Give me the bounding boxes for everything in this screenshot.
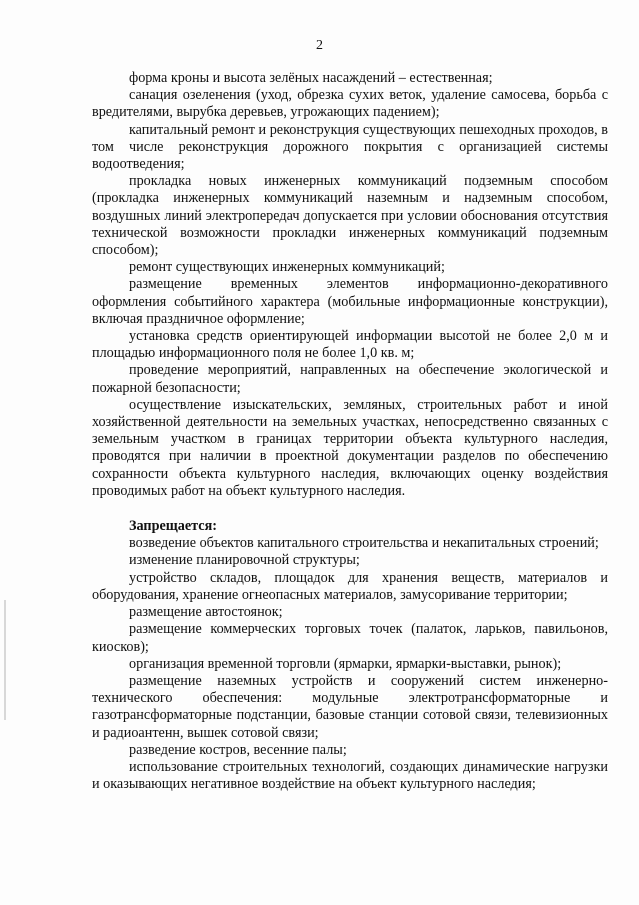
page-number: 2 xyxy=(316,38,323,53)
allowed-item: ремонт существующих инженерных коммуникаций; xyxy=(129,259,445,276)
allowed-item: форма кроны и высота зелёных насаждений – естественная; xyxy=(129,70,493,86)
allowed-item: капитальный ремонт и реконструкция существующих пешеходных проходов, в том числе реконструкция дорожного покрытия с организацией системы водоотведения; xyxy=(92,121,608,173)
prohibited-item: возведение объектов капитального строительства и некапитальных строений; xyxy=(129,535,599,552)
allowed-item: осуществление изыскательских, земляных, строительных работ и иной хозяйственной деятельности на земельных участках, непосредственно связанных с земельным участком в границах территории объекта культурного наследия, проводятся при наличии в проектной документации разделов по обеспечению сохранности объекта культурного наследия, включающих оценку воздействия проводимых работ на объект культурного наследия. xyxy=(92,396,608,499)
allowed-item: санация озеленения (уход, обрезка сухих веток, удаление самосева, борьба с вредителями, вырубка деревьев, угрожающих падением); xyxy=(92,87,608,121)
prohibited-item: размещение наземных устройств и сооружений систем инженерно-технического обеспечения: модульные электротрансформаторные и газотрансформаторные подстанции, базовые станции сотовой связи, телевизионных и радиоантенн, вышек сотовой связи; xyxy=(92,672,608,741)
prohibited-item: использование строительных технологий, создающих динамические нагрузки и оказывающих негативное воздействие на объект культурного наследия; xyxy=(92,758,608,793)
section-spacer xyxy=(92,500,608,518)
prohibited-item: размещение автостоянок; xyxy=(129,604,283,621)
prohibited-item: устройство складов, площадок для хранения веществ, материалов и оборудования, хранение огнеопасных материалов, замусоривание территории; xyxy=(92,569,608,603)
allowed-item: проведение мероприятий, направленных на обеспечение экологической и пожарной безопасности; xyxy=(92,362,608,396)
allowed-item: размещение временных элементов информационно-декоративного оформления событийного характера (мобильные информационные конструкции), включая праздничное оформление; xyxy=(92,276,608,327)
document-body xyxy=(92,70,608,793)
allowed-item: прокладка новых инженерных коммуникаций подземным способом (прокладка инженерных коммуникаций наземным и надземным способом, воздушных линий электропередач допускается при условии обоснования отсутствия технической возможности прокладки инженерных коммуникаций подземным способом); xyxy=(92,173,608,259)
prohibited-heading: Запрещается: xyxy=(129,518,217,535)
prohibited-item: размещение коммерческих торговых точек (палаток, ларьков, павильонов, киосков); xyxy=(92,621,608,655)
prohibited-item: организация временной торговли (ярмарки, ярмарки-выставки, рынок); xyxy=(129,655,562,672)
prohibited-item: разведение костров, весенние палы; xyxy=(129,741,347,758)
scan-edge-mark xyxy=(4,600,6,720)
allowed-item: установка средств ориентирующей информации высотой не более 2,0 м и площадью информационного поля не более 1,0 кв. м; xyxy=(92,328,608,362)
prohibited-item: изменение планировочной структуры; xyxy=(129,552,360,569)
